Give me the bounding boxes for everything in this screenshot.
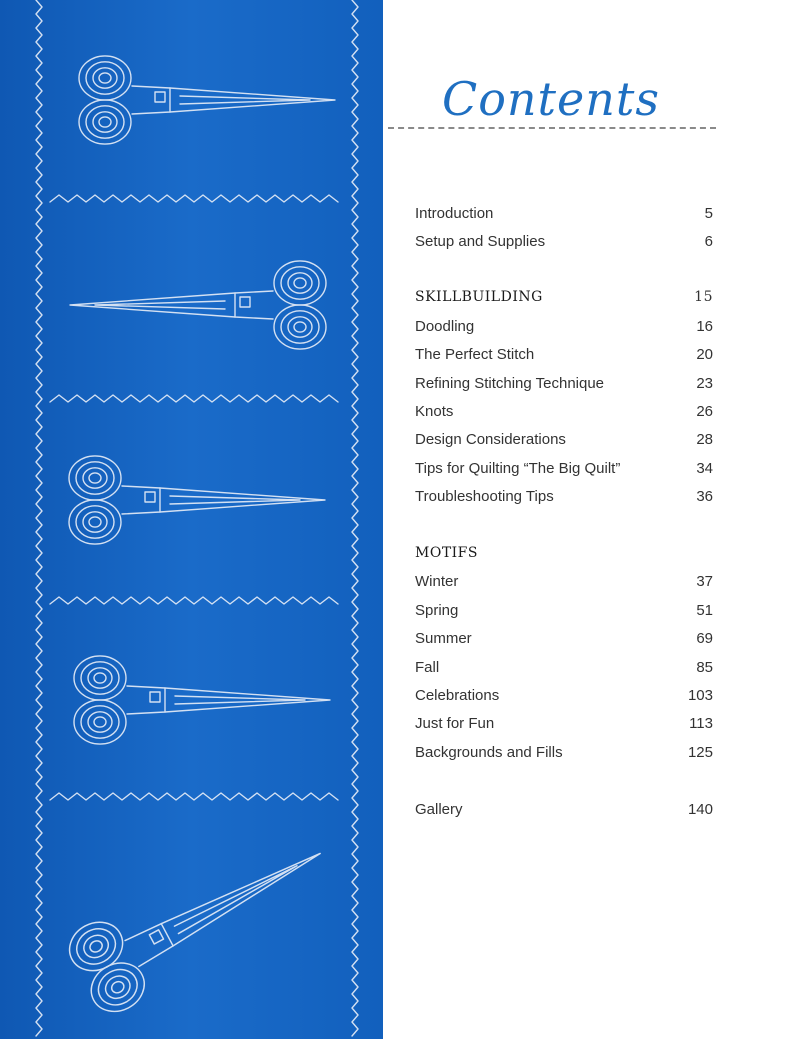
toc-entry[interactable] — [415, 201, 713, 225]
toc-entry-page: 125 — [687, 743, 713, 761]
toc-entry-page: 28 — [696, 430, 713, 448]
toc-entry-page: 36 — [696, 487, 713, 505]
toc-entry-label: The Perfect Stitch — [415, 345, 535, 363]
toc-heading-label: SKILLBUILDING — [415, 289, 543, 305]
toc-section-heading[interactable] — [415, 285, 713, 309]
toc-entry[interactable] — [415, 569, 713, 593]
toc-entry[interactable] — [415, 399, 713, 423]
toc-entry-page: 20 — [696, 345, 713, 363]
toc-entry-label: Spring — [415, 601, 459, 619]
toc-entry[interactable] — [415, 314, 713, 338]
toc-heading-page: 15 — [694, 289, 713, 305]
toc-entry-label: Winter — [415, 572, 459, 590]
toc-entry-label: Troubleshooting Tips — [415, 487, 554, 505]
toc-entry-label: Introduction — [415, 204, 494, 222]
toc-heading-label: MOTIFS — [415, 545, 478, 561]
title-dashed-rule — [388, 127, 716, 129]
toc-entry[interactable] — [415, 484, 713, 508]
toc-entry-label: Refining Stitching Technique — [415, 374, 605, 392]
toc-entry[interactable] — [415, 655, 713, 679]
toc-entry-page: 6 — [704, 232, 713, 250]
toc-entry[interactable] — [415, 740, 713, 764]
toc-entry-label: Knots — [415, 402, 454, 420]
toc-entry[interactable] — [415, 342, 713, 366]
toc-entry-label: Just for Fun — [415, 714, 495, 732]
toc-entry-label: Backgrounds and Fills — [415, 743, 563, 761]
toc-entry-page: 69 — [696, 629, 713, 647]
toc-entry[interactable] — [415, 598, 713, 622]
toc-entry-page: 140 — [687, 800, 713, 818]
toc-entry[interactable] — [415, 626, 713, 650]
toc-entry[interactable] — [415, 683, 713, 707]
toc-entry-label: Celebrations — [415, 686, 500, 704]
toc-entry-page: 37 — [696, 572, 713, 590]
toc-entry-page: 5 — [704, 204, 713, 222]
toc-entry-page: 113 — [689, 714, 713, 732]
quilted-scissors-panel — [0, 0, 383, 1039]
toc-entry-label: Setup and Supplies — [415, 232, 546, 250]
toc-entry-page: 34 — [696, 459, 713, 477]
toc-section-heading[interactable] — [415, 541, 713, 565]
toc-entry[interactable] — [415, 797, 713, 821]
page-title: Contents — [442, 72, 660, 126]
toc-entry-page: 103 — [687, 686, 713, 704]
toc-entry-label: Tips for Quilting “The Big Quilt” — [415, 459, 621, 477]
toc-entry[interactable] — [415, 456, 713, 480]
toc-entry-page: 26 — [696, 402, 713, 420]
toc-entry-label: Fall — [415, 658, 440, 676]
toc-entry[interactable] — [415, 427, 713, 451]
toc-entry-page: 85 — [696, 658, 713, 676]
toc-entry-page: 23 — [696, 374, 713, 392]
toc-entry-page: 51 — [696, 601, 713, 619]
toc-entry[interactable] — [415, 371, 713, 395]
toc-entry-label: Gallery — [415, 800, 463, 818]
toc-entry-label: Design Considerations — [415, 430, 566, 448]
toc-entry[interactable] — [415, 229, 713, 253]
toc-entry[interactable] — [415, 711, 713, 735]
toc-entry-label: Summer — [415, 629, 472, 647]
toc-entry-label: Doodling — [415, 317, 475, 335]
toc-entry-page: 16 — [696, 317, 713, 335]
